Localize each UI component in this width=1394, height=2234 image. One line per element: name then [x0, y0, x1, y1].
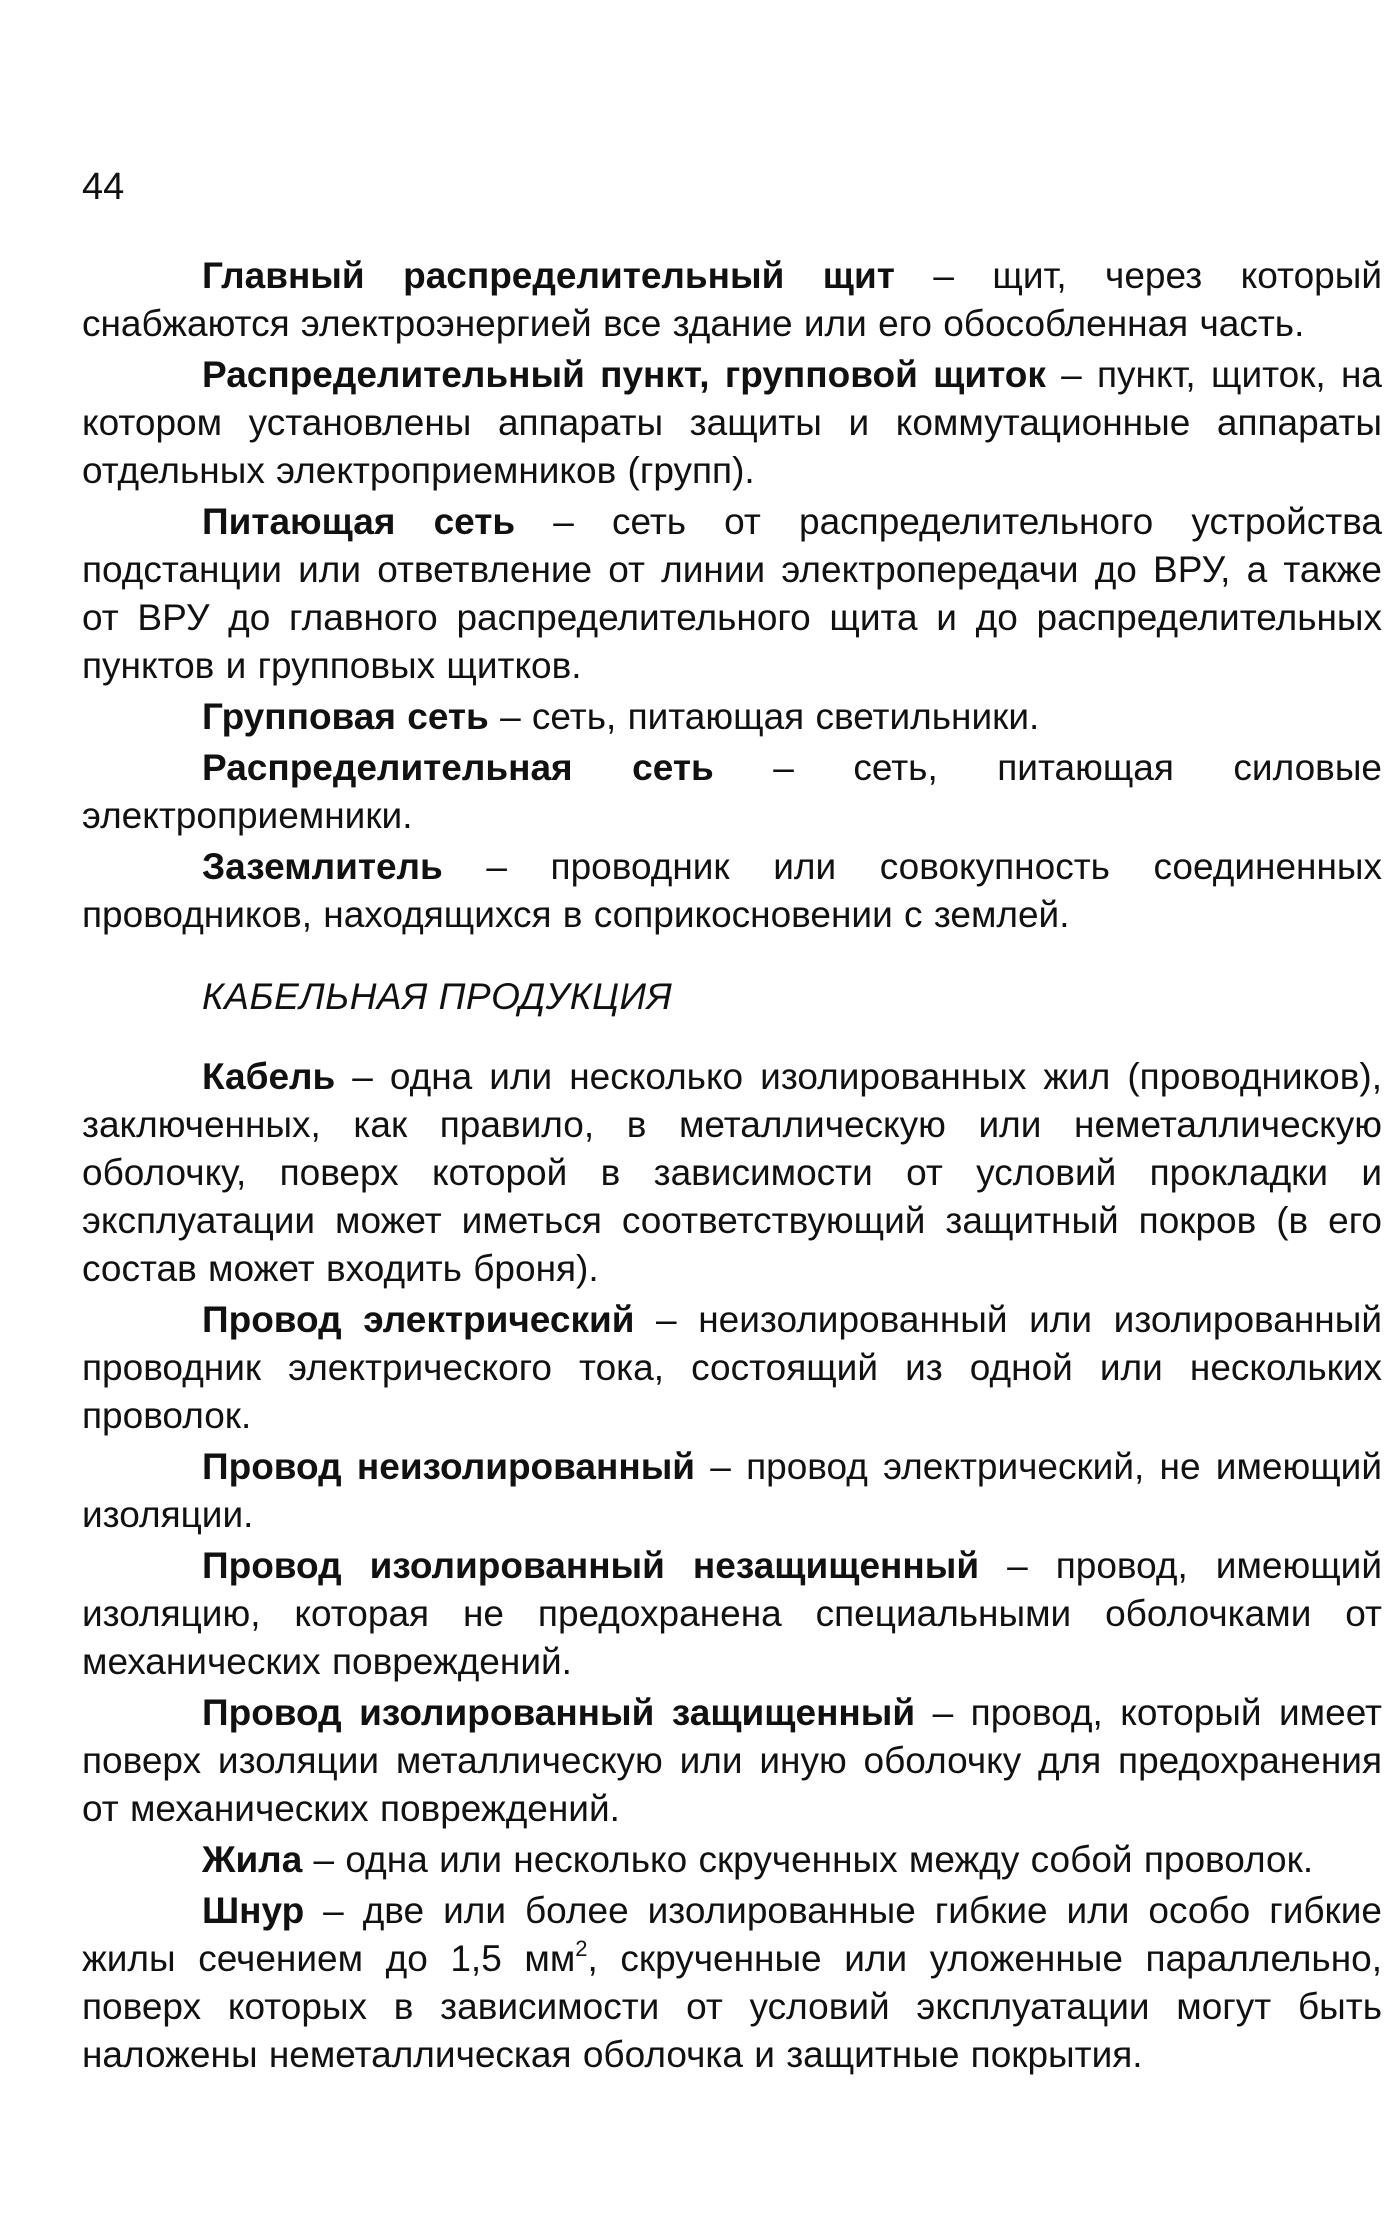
section-heading: КАБЕЛЬНАЯ ПРОДУКЦИЯ: [202, 976, 673, 1017]
definition-text: – провод, имеющий изоляцию, которая не предохранена специальными оболочками от механических повреждений.: [82, 1545, 1382, 1682]
definition-paragraph: [82, 744, 1382, 840]
definition-term: Распределительная сеть: [202, 747, 714, 788]
document-page: [82, 0, 1382, 2234]
definition-paragraph: [82, 843, 1382, 939]
definition-paragraph: [82, 1836, 1382, 1884]
definition-term: Групповая сеть: [202, 696, 489, 737]
definition-term: Провод изолированный защищенный: [202, 1692, 916, 1733]
definition-text: – сеть, питающая силовые электроприемники.: [82, 747, 1383, 836]
definition-paragraph: [82, 498, 1382, 690]
definition-term: Шнур: [202, 1890, 305, 1931]
definition-term: Заземлитель: [202, 846, 443, 887]
definition-term: Провод изолированный незащищенный: [202, 1545, 980, 1586]
definition-paragraph: [82, 1689, 1382, 1833]
definition-term: Жила: [202, 1839, 303, 1880]
definition-text: – неизолированный или изолированный проводник электрического тока, состоящий из одной или нескольких проволок.: [82, 1299, 1382, 1436]
definition-text: , скрученные или уложенные параллельно, поверх которых в зависимости от условий эксплуатации могут быть наложены неметаллическая оболочка и защитные покрытия.: [82, 1938, 1382, 2075]
definition-paragraph: [82, 1542, 1382, 1686]
definition-paragraph: [82, 693, 1382, 741]
definition-term: Провод неизолированный: [202, 1446, 696, 1487]
page-number: 44: [82, 166, 125, 208]
definition-paragraph: [82, 351, 1382, 495]
definition-paragraph: [82, 1296, 1382, 1440]
definition-term: Провод электрический: [202, 1299, 635, 1340]
definition-text: – проводник или совокупность соединенных проводников, находящихся в соприкосновении с землей.: [82, 846, 1382, 935]
definition-text: – сеть от распределительного устройства подстанции или ответвление от линии электропередачи до ВРУ, а также от ВРУ до главного распределительного щита и до распределительных пунктов и групповых щитков.: [82, 501, 1382, 686]
definition-text: – щит, через который снабжаются электроэнергией все здание или его обособленная часть.: [82, 255, 1382, 344]
definition-paragraph-shnur: [82, 1887, 1382, 2079]
definition-paragraph: [82, 1443, 1382, 1539]
definition-term: Распределительный пункт, групповой щиток: [202, 354, 1046, 395]
definition-text: – сеть, питающая светильники.: [488, 696, 1040, 737]
definition-text: – одна или несколько скрученных между собой проволок.: [302, 1839, 1314, 1880]
page-content: [82, 252, 1382, 2082]
definition-text: – пункт, щиток, на котором установлены аппараты защиты и коммутационные аппараты отдельных электроприемников (групп).: [82, 354, 1382, 491]
definition-term: Главный распределительный щит: [202, 255, 895, 296]
definition-text: – одна или несколько изолированных жил (проводников), заключенных, как правило, в металлическую или неметаллическую оболочку, поверх которой в зависимости от условий прокладки и эксплуатации может иметься соответствующий защитный покров (в его состав может входить броня).: [82, 1056, 1382, 1289]
definition-text: – провод электрический, не имеющий изоляции.: [82, 1446, 1382, 1535]
definition-text: – провод, который имеет поверх изоляции металлическую или иную оболочку для предохранения от механических повреждений.: [82, 1692, 1382, 1829]
definition-term: Кабель: [202, 1056, 336, 1097]
definition-paragraph: [82, 1053, 1382, 1293]
definition-text: – две или более изолированные гибкие или особо гибкие жилы сечением до 1,5 мм: [82, 1890, 1382, 1979]
definition-paragraph: [82, 252, 1382, 348]
superscript-exponent: 2: [575, 1935, 588, 1961]
definition-term: Питающая сеть: [202, 501, 516, 542]
